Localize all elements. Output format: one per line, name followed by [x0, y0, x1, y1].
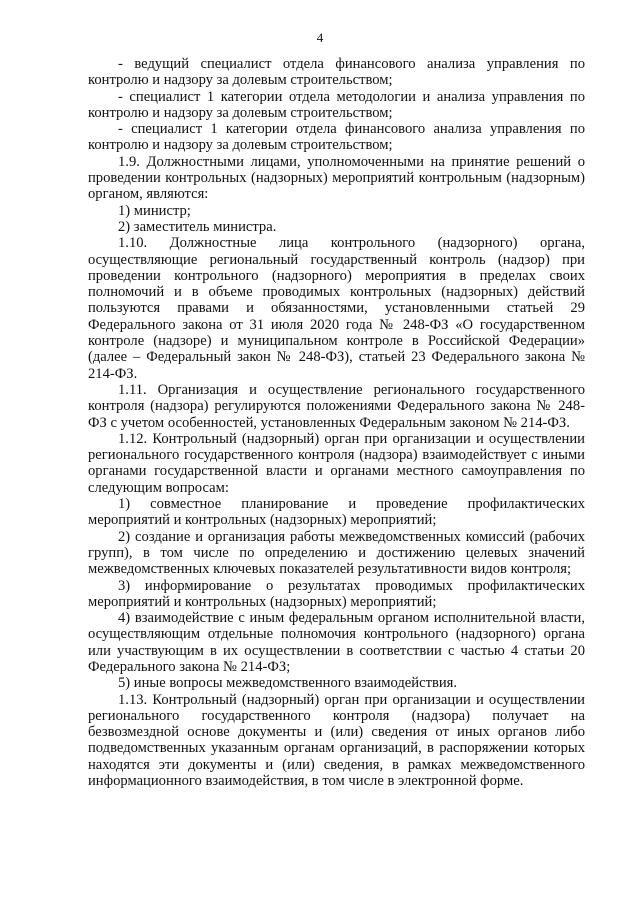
- paragraph-1-12: 1.12. Контрольный (надзорный) орган при организации и осуществлении регионального государственного контроля (надзора) взаимодействует с иными органами государственной власти и органами местного самоуправления по следующим вопросам:: [88, 430, 585, 496]
- paragraph-1-13: 1.13. Контрольный (надзорный) орган при организации и осуществлении регионального государственного контроля (надзора) получает на безвозмездной основе документы и (или) сведения от иных органов либо подведомственных указанным органам организаций, в распоряжении которых находятся эти документы и (или) сведения, в рамках межведомственного информационного взаимодействия, в том числе в электронной форме.: [88, 691, 585, 790]
- list-item-informing: 3) информирование о результатах проводимых профилактических мероприятий и контрольных (надзорных) мероприятий;: [88, 577, 585, 610]
- paragraph-1-10: 1.10. Должностные лица контрольного (надзорного) органа, осуществляющие региональный государственный контроль (надзор) при проведении контрольного (надзорного) мероприятия в пределах своих полномочий и в объеме проводимых контрольных (надзорных) действий пользуются правами и обязанностями, установленными статьей 29 Федерального закона от 31 июля 2020 года № 248-ФЗ «О государственном контроле (надзоре) и муниципальном контроле в Российской Федерации» (далее – Федеральный закон № 248-ФЗ), статьей 23 Федерального закона № 214-ФЗ.: [88, 235, 585, 382]
- paragraph-1-9: 1.9. Должностными лицами, уполномоченными на принятие решений о проведении контрольных (надзорных) мероприятий контрольным (надзорным) органом, являются:: [88, 153, 585, 203]
- document-body: [88, 56, 585, 789]
- list-item-federal-interaction: 4) взаимодействие с иным федеральным органом исполнительной власти, осуществляющим отдельные полномочия контрольного (надзорного) органа или участвующим в их осуществлении в соответствии с частью 4 статьи 20 Федерального закона № 214-ФЗ;: [88, 610, 585, 675]
- list-item-joint-planning: 1) совместное планирование и проведение профилактических мероприятий и контрольных (надзорных) мероприятий;: [88, 496, 585, 529]
- paragraph-specialist-financial: - специалист 1 категории отдела финансового анализа управления по контролю и надзору за долевым строительством;: [88, 121, 585, 154]
- list-item-deputy-minister: 2) заместитель министра.: [118, 218, 277, 235]
- list-item-other-issues: 5) иные вопросы межведомственного взаимодействия.: [118, 675, 458, 692]
- paragraph-specialist-methodology: - специалист 1 категории отдела методологии и анализа управления по контролю и надзору за долевым строительством;: [88, 88, 585, 121]
- paragraph-lead-specialist-financial: - ведущий специалист отдела финансового анализа управления по контролю и надзору за долевым строительством;: [88, 56, 585, 89]
- paragraph-1-11: 1.11. Организация и осуществление регионального государственного контроля (надзора) регулируются положениями Федерального закона № 248-ФЗ с учетом особенностей, установленных Федеральным законом № 214-ФЗ.: [88, 381, 585, 431]
- list-item-commissions: 2) создание и организация работы межведомственных комиссий (рабочих групп), в том числе по определению и достижению целевых значений межведомственных ключевых показателей результативности видов контроля;: [88, 528, 585, 578]
- list-item-minister: 1) министр;: [118, 202, 191, 219]
- page-number: 4: [316, 30, 324, 45]
